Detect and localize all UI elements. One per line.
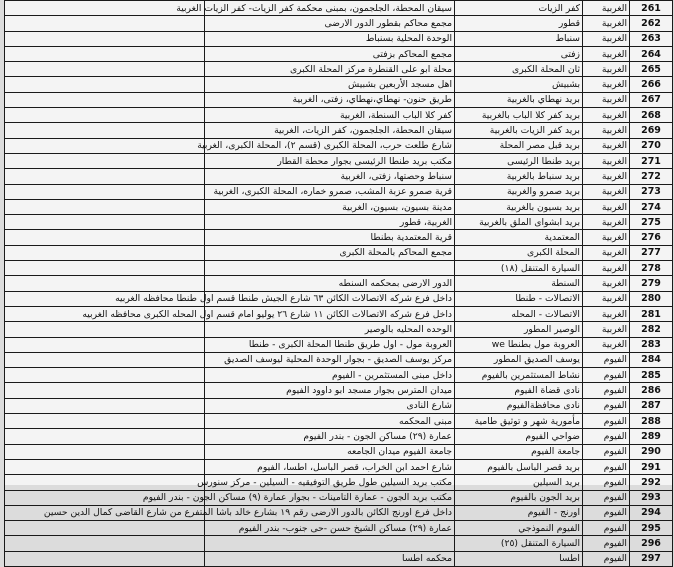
governorate-cell: الغربية [583, 291, 630, 306]
row-number-cell: 265 [630, 62, 673, 77]
governorate-cell: الغربية [583, 16, 630, 31]
governorate-cell: الغربية [583, 337, 630, 352]
row-number-cell: 266 [630, 77, 673, 92]
row-number-cell: 288 [630, 414, 673, 429]
table-row [5, 138, 673, 153]
governorate-cell: الفيوم [583, 536, 630, 551]
governorate-cell: الغربية [583, 123, 630, 138]
address-cell: كفر كلا الباب السنطة، الغربية [205, 108, 455, 123]
office-name-cell: بريد ابشواى الملق بالغربية [455, 215, 583, 230]
address-cell: الدور الارضى بمحكمه السنطه [205, 276, 455, 291]
address-cell: محلة ابو على القنطرة مركز المحلة الكبرى [205, 62, 455, 77]
office-name-cell: سنباط [455, 31, 583, 46]
row-number-cell: 267 [630, 92, 673, 107]
governorate-cell: الفيوم [583, 459, 630, 474]
row-number-cell: 277 [630, 245, 673, 260]
address-cell: العروبة مول - اول طريق طنطا المحلة الكبرى - طنطا [205, 337, 455, 352]
row-number-cell: 285 [630, 368, 673, 383]
address-cell: الوحدة المحلية بسنباط [205, 31, 455, 46]
office-name-cell: بريد كفر كلا الباب بالغربية [455, 108, 583, 123]
table-row [5, 92, 673, 107]
row-number-cell: 274 [630, 199, 673, 214]
row-number-cell: 269 [630, 123, 673, 138]
address-cell: داخل فرع شركه الاتصالات الكائن ٦٣ شارع الجيش طنطا قسم اول طنطا محافظه الغربيه [205, 291, 455, 306]
row-number-cell: 261 [630, 1, 673, 16]
governorate-cell: الغربية [583, 169, 630, 184]
row-number-cell: 271 [630, 153, 673, 168]
table-row [5, 459, 673, 474]
address-cell: طريق حنون- نهطاي،نهطاي، زفتى، الغربية [205, 92, 455, 107]
address-cell: عمارة (٢٩) مساكن الشيخ حسن -حى جنوب- بندر الفيوم [205, 521, 455, 536]
governorate-cell: الغربية [583, 199, 630, 214]
blank-cell [5, 138, 205, 153]
address-cell: الغربية، قطور [205, 215, 455, 230]
office-name-cell: مأمورية شهر و توثيق طامية [455, 414, 583, 429]
row-number-cell: 292 [630, 475, 673, 490]
governorate-cell: الغربية [583, 261, 630, 276]
governorate-cell: الفيوم [583, 475, 630, 490]
table-row [5, 153, 673, 168]
table-row [5, 337, 673, 352]
governorate-cell: الغربية [583, 46, 630, 61]
address-cell: داخل فرع شركه الاتصالات الكائن ١١ شارع ٢٦ يوليو امام قسم اول المحله الكبرى محافظه الغربيه [205, 306, 455, 321]
governorate-cell: الغربية [583, 108, 630, 123]
row-number-cell: 291 [630, 459, 673, 474]
table-row [5, 245, 673, 260]
office-name-cell: كفر الزيات [455, 1, 583, 16]
address-cell: مدينة بسيون، بسيون، الغربية [205, 199, 455, 214]
office-name-cell: نادى محافظةالفيوم [455, 398, 583, 413]
address-cell [205, 261, 455, 276]
address-cell: سنباط وحصتها، زفتى، الغربية [205, 169, 455, 184]
blank-cell [5, 475, 205, 490]
blank-cell [5, 123, 205, 138]
blank-cell [5, 414, 205, 429]
office-name-cell: بريد كفر الزيات بالغربية [455, 123, 583, 138]
office-name-cell: الفيوم النموذجي [455, 521, 583, 536]
table-row [5, 551, 673, 566]
governorate-cell: الغربية [583, 1, 630, 16]
blank-cell [5, 16, 205, 31]
table-row [5, 322, 673, 337]
table-row [5, 261, 673, 276]
blank-cell [5, 230, 205, 245]
address-cell: داخل فرع اورنج الكائن بالدور الارضى رقم ١٩ بشارع خالد باشا المتفرع من شارع القاضى كمال الدين حسين [205, 505, 455, 520]
address-cell: مكتب بريد طنطا الرئيسى بجوار محطة القطار [205, 153, 455, 168]
table-row [5, 383, 673, 398]
governorate-cell: الغربية [583, 276, 630, 291]
governorate-cell: الفيوم [583, 383, 630, 398]
office-name-cell: السيارة المتنقل (٢٥) [455, 536, 583, 551]
address-cell: مكتب بريد السيلين طول طريق التوفيقيه - السيلين - مركز سنورس [205, 475, 455, 490]
blank-cell [5, 429, 205, 444]
table-body [5, 1, 673, 567]
blank-cell [5, 368, 205, 383]
office-name-cell: نادى قضاة الفيوم [455, 383, 583, 398]
office-name-cell: يوسف الصديق المطور [455, 352, 583, 367]
row-number-cell: 296 [630, 536, 673, 551]
governorate-cell: الغربية [583, 138, 630, 153]
governorate-cell: الفيوم [583, 505, 630, 520]
governorate-cell: الفيوم [583, 398, 630, 413]
governorate-cell: الغربية [583, 306, 630, 321]
office-name-cell: نشاط المستثمرين بالفيوم [455, 368, 583, 383]
row-number-cell: 287 [630, 398, 673, 413]
row-number-cell: 278 [630, 261, 673, 276]
office-name-cell: السنطة [455, 276, 583, 291]
table-row [5, 306, 673, 321]
address-cell: قرية المعتمدية بطنطا [205, 230, 455, 245]
table-row [5, 521, 673, 536]
table-row [5, 46, 673, 61]
table-row [5, 352, 673, 367]
governorate-cell: الفيوم [583, 490, 630, 505]
blank-cell [5, 322, 205, 337]
address-cell: شارع احمد ابن الخراب، قصر الباسل، اطسا، الفيوم [205, 459, 455, 474]
blank-cell [5, 352, 205, 367]
office-name-cell: الوصير المطور [455, 322, 583, 337]
governorate-cell: الفيوم [583, 444, 630, 459]
address-cell: سيقان المحطة، الجلجمون، كفر الزيات، الغربية [205, 123, 455, 138]
office-name-cell: اورنج - الفيوم [455, 505, 583, 520]
office-name-cell: المعتمدية [455, 230, 583, 245]
blank-cell [5, 245, 205, 260]
row-number-cell: 295 [630, 521, 673, 536]
row-number-cell: 264 [630, 46, 673, 61]
row-number-cell: 289 [630, 429, 673, 444]
office-name-cell: بريد سنباط بالغربية [455, 169, 583, 184]
office-name-cell: اطسا [455, 551, 583, 566]
row-number-cell: 284 [630, 352, 673, 367]
governorate-cell: الغربية [583, 245, 630, 260]
table-row [5, 1, 673, 16]
address-cell: مركز يوسف الصديق - بجوار الوحدة المحلية ليوسف الصديق [205, 352, 455, 367]
governorate-cell: الغربية [583, 62, 630, 77]
office-name-cell: بشبيش [455, 77, 583, 92]
address-cell: سيقان المحطة، الجلجمون، بمبنى محكمة كفر الزيات- كفر الزيات الغربية [205, 1, 455, 16]
table-row [5, 199, 673, 214]
row-number-cell: 270 [630, 138, 673, 153]
address-cell: مجمع المحاكم بالمحلة الكبرى [205, 245, 455, 260]
governorate-cell: الغربية [583, 230, 630, 245]
blank-cell [5, 31, 205, 46]
table-row [5, 429, 673, 444]
address-cell: محكمه اطسا [205, 551, 455, 566]
table-row [5, 169, 673, 184]
governorate-cell: الفيوم [583, 352, 630, 367]
blank-cell [5, 276, 205, 291]
address-cell: ميدان المترس بجوار مسجد ابو داوود الفيوم [205, 383, 455, 398]
row-number-cell: 293 [630, 490, 673, 505]
address-cell: مبنى المحكمه [205, 414, 455, 429]
table-row [5, 444, 673, 459]
blank-cell [5, 215, 205, 230]
blank-cell [5, 536, 205, 551]
table-row [5, 414, 673, 429]
governorate-cell: الفيوم [583, 429, 630, 444]
table-row [5, 16, 673, 31]
table-row [5, 368, 673, 383]
address-cell: اهل مسجد الأربعين بشبيش [205, 77, 455, 92]
blank-cell [5, 1, 205, 16]
governorate-cell: الغربية [583, 92, 630, 107]
office-name-cell: السيارة المتنقل (١٨) [455, 261, 583, 276]
office-name-cell: بريد الجون بالفيوم [455, 490, 583, 505]
blank-cell [5, 108, 205, 123]
office-name-cell: بريد السيلين [455, 475, 583, 490]
row-number-cell: 262 [630, 16, 673, 31]
office-name-cell: بريد بسيون بالغربية [455, 199, 583, 214]
address-cell: عمارة (٢٩) مساكن الجون - بندر الفيوم [205, 429, 455, 444]
table-row [5, 184, 673, 199]
governorate-cell: الغربية [583, 153, 630, 168]
governorate-cell: الغربية [583, 77, 630, 92]
address-cell [205, 536, 455, 551]
governorate-cell: الغربية [583, 215, 630, 230]
office-name-cell: العروبة مول بطنطا we [455, 337, 583, 352]
office-name-cell: بريد صمرو والغربية [455, 184, 583, 199]
blank-cell [5, 77, 205, 92]
row-number-cell: 297 [630, 551, 673, 566]
office-name-cell: قطور [455, 16, 583, 31]
office-name-cell: بريد قصر الباسل بالفيوم [455, 459, 583, 474]
row-number-cell: 280 [630, 291, 673, 306]
blank-cell [5, 46, 205, 61]
address-cell: مجمع محاكم بقطور الدور الارضى [205, 16, 455, 31]
governorate-cell: الفيوم [583, 521, 630, 536]
table-row [5, 490, 673, 505]
blank-cell [5, 62, 205, 77]
blank-cell [5, 444, 205, 459]
blank-cell [5, 92, 205, 107]
office-name-cell: جامعة الفيوم [455, 444, 583, 459]
governorate-cell: الفيوم [583, 551, 630, 566]
office-name-cell: بريد قبل مصر المحلة [455, 138, 583, 153]
office-name-cell: بريد نهطاي بالغربية [455, 92, 583, 107]
row-number-cell: 263 [630, 31, 673, 46]
table-row [5, 475, 673, 490]
table-row [5, 398, 673, 413]
blank-cell [5, 551, 205, 566]
address-cell: قرية صمرو عزبة المشب، صمرو خماره، المحلة الكبرى، الغربية [205, 184, 455, 199]
office-name-cell: زفتى [455, 46, 583, 61]
row-number-cell: 273 [630, 184, 673, 199]
blank-cell [5, 184, 205, 199]
row-number-cell: 286 [630, 383, 673, 398]
row-number-cell: 272 [630, 169, 673, 184]
office-name-cell: بريد طنطا الرئيسى [455, 153, 583, 168]
row-number-cell: 268 [630, 108, 673, 123]
row-number-cell: 276 [630, 230, 673, 245]
table-row [5, 536, 673, 551]
row-number-cell: 294 [630, 505, 673, 520]
row-number-cell: 290 [630, 444, 673, 459]
blank-cell [5, 199, 205, 214]
blank-cell [5, 459, 205, 474]
table-row [5, 505, 673, 520]
office-name-cell: الاتصالات - المحله [455, 306, 583, 321]
row-number-cell: 275 [630, 215, 673, 230]
address-cell: داخل مبنى المستثمرين - الفيوم [205, 368, 455, 383]
row-number-cell: 282 [630, 322, 673, 337]
blank-cell [5, 261, 205, 276]
blank-cell [5, 169, 205, 184]
offices-table [4, 0, 673, 567]
office-name-cell: ثان المحلة الكبرى [455, 62, 583, 77]
governorate-cell: الفيوم [583, 414, 630, 429]
table-row [5, 215, 673, 230]
blank-cell [5, 337, 205, 352]
blank-cell [5, 383, 205, 398]
address-cell: شارع النادى [205, 398, 455, 413]
row-number-cell: 279 [630, 276, 673, 291]
row-number-cell: 281 [630, 306, 673, 321]
table-row [5, 123, 673, 138]
address-cell: الوحده المحليه بالوصير [205, 322, 455, 337]
table-row [5, 230, 673, 245]
table-row [5, 31, 673, 46]
row-number-cell: 283 [630, 337, 673, 352]
table-row [5, 276, 673, 291]
governorate-cell: الغربية [583, 31, 630, 46]
table-row [5, 291, 673, 306]
office-name-cell: المحلة الكبرى [455, 245, 583, 260]
table-row [5, 77, 673, 92]
governorate-cell: الفيوم [583, 368, 630, 383]
office-name-cell: ضواحي الفيوم [455, 429, 583, 444]
blank-cell [5, 521, 205, 536]
governorate-cell: الغربية [583, 184, 630, 199]
address-cell: شارع طلعت حرب، المحلة الكبرى (قسم ٢)، المحلة الكبرى، الغربية [205, 138, 455, 153]
address-cell: مجمع المحاكم بزفتى [205, 46, 455, 61]
table-row [5, 62, 673, 77]
blank-cell [5, 398, 205, 413]
governorate-cell: الغربية [583, 322, 630, 337]
address-cell: جامعة الفيوم ميدان الجامعه [205, 444, 455, 459]
document-sheet [4, 0, 672, 565]
office-name-cell: الاتصالات - طنطا [455, 291, 583, 306]
blank-cell [5, 153, 205, 168]
table-row [5, 108, 673, 123]
address-cell: مكتب بريد الجون - عمارة التامينات - بجوار عمارة (٩) مساكن الجون - بندر الفيوم [205, 490, 455, 505]
